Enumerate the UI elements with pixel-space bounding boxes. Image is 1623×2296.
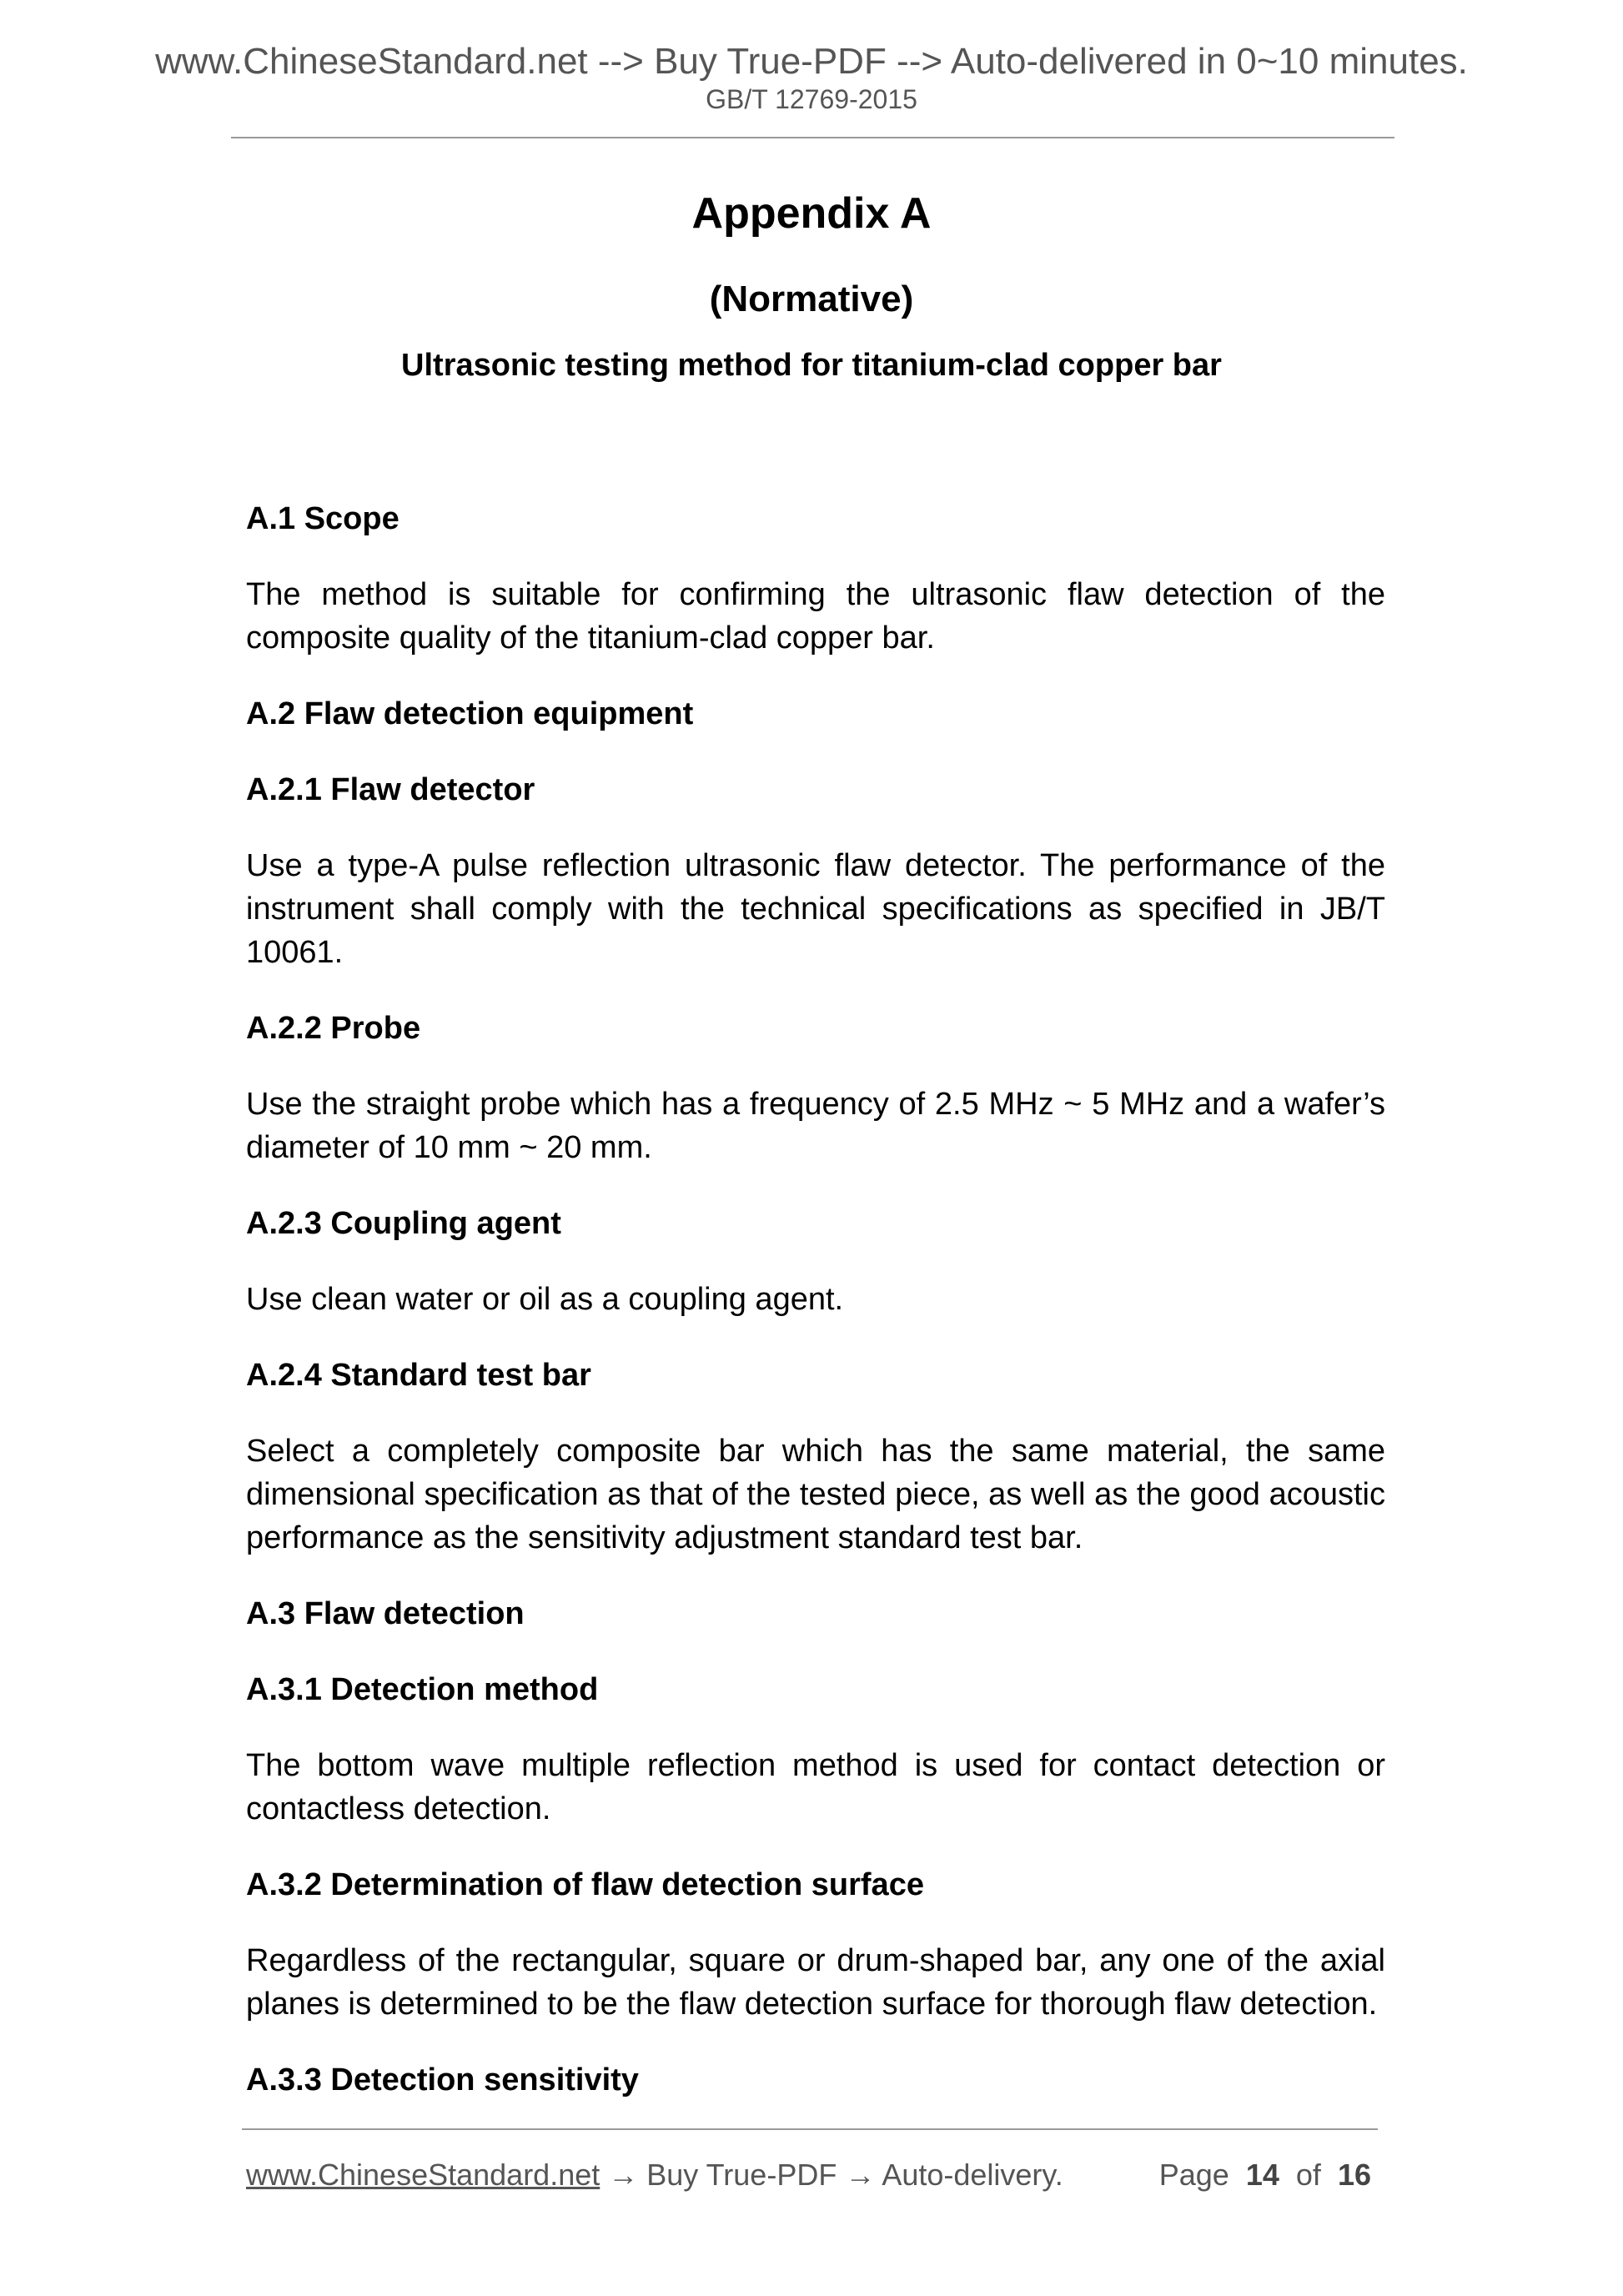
page-footer [246,2154,1378,2196]
page-indicator [1159,2154,1371,2196]
appendix-subtitle: Ultrasonic testing method for titanium-clad copper bar [401,348,1222,383]
paragraph-a3-1: The bottom wave multiple reflection method is used for contact detection or contactless detection. [246,1748,1385,1826]
footer-divider [242,2128,1378,2130]
section-heading-a2-2: A.2.2 Probe [246,1011,421,1046]
section-heading-a1: A.1 Scope [246,501,399,536]
page-current: 14 [1245,2158,1279,2192]
paragraph-a2-2: Use the straight probe which has a frequency of 2.5 MHz ~ 5 MHz and a wafer’s diameter of 10 mm ~ 20 mm. [246,1087,1385,1165]
section-heading-a3-1: A.3.1 Detection method [246,1672,599,1707]
paragraph-a1: The method is suitable for confirming the ultrasonic flaw detection of the composite quality of the titanium-clad copper bar. [246,577,1385,656]
paragraph-a2-1: Use a type-A pulse reflection ultrasonic flaw detector. The performance of the instrument shall comply with the technical specifications as specified in JB/T 10061. [246,848,1385,970]
header-divider [231,137,1394,138]
appendix-title: Appendix A [691,189,932,238]
section-heading-a3-3: A.3.3 Detection sensitivity [246,2062,639,2098]
top-banner: www.ChineseStandard.net --> Buy True-PDF --> Auto-delivered in 0~10 minutes. [155,41,1468,82]
section-heading-a3-2: A.3.2 Determination of flaw detection surface [246,1867,924,1902]
document-body [246,497,1385,2134]
section-heading-a3: A.3 Flaw detection [246,1596,525,1631]
footer-tagline: → Buy True-PDF → Auto-delivery. [600,2158,1063,2192]
page-word: Page [1158,2158,1229,2192]
of-word: of [1295,2158,1321,2192]
paragraph-a3-2: Regardless of the rectangular, square or drum-shaped bar, any one of the axial planes is determined to be the flaw detection surface for thorough flaw detection. [246,1943,1385,2022]
section-heading-a2-4: A.2.4 Standard test bar [246,1358,591,1393]
paragraph-a2-3: Use clean water or oil as a coupling agent. [246,1282,844,1317]
standard-code: GB/T 12769-2015 [706,84,917,114]
section-heading-a2-3: A.2.3 Coupling agent [246,1206,561,1241]
appendix-type: (Normative) [709,279,914,319]
footer-website-link[interactable]: www.ChineseStandard.net [246,2158,600,2192]
page-total: 16 [1337,2158,1371,2192]
section-heading-a2: A.2 Flaw detection equipment [246,696,694,731]
section-heading-a2-1: A.2.1 Flaw detector [246,772,535,807]
paragraph-a2-4: Select a completely composite bar which has the same material, the same dimensional specification as that of the tested piece, as well as the good acoustic performance as the sensitivity adjustment standard test bar. [246,1434,1385,1555]
